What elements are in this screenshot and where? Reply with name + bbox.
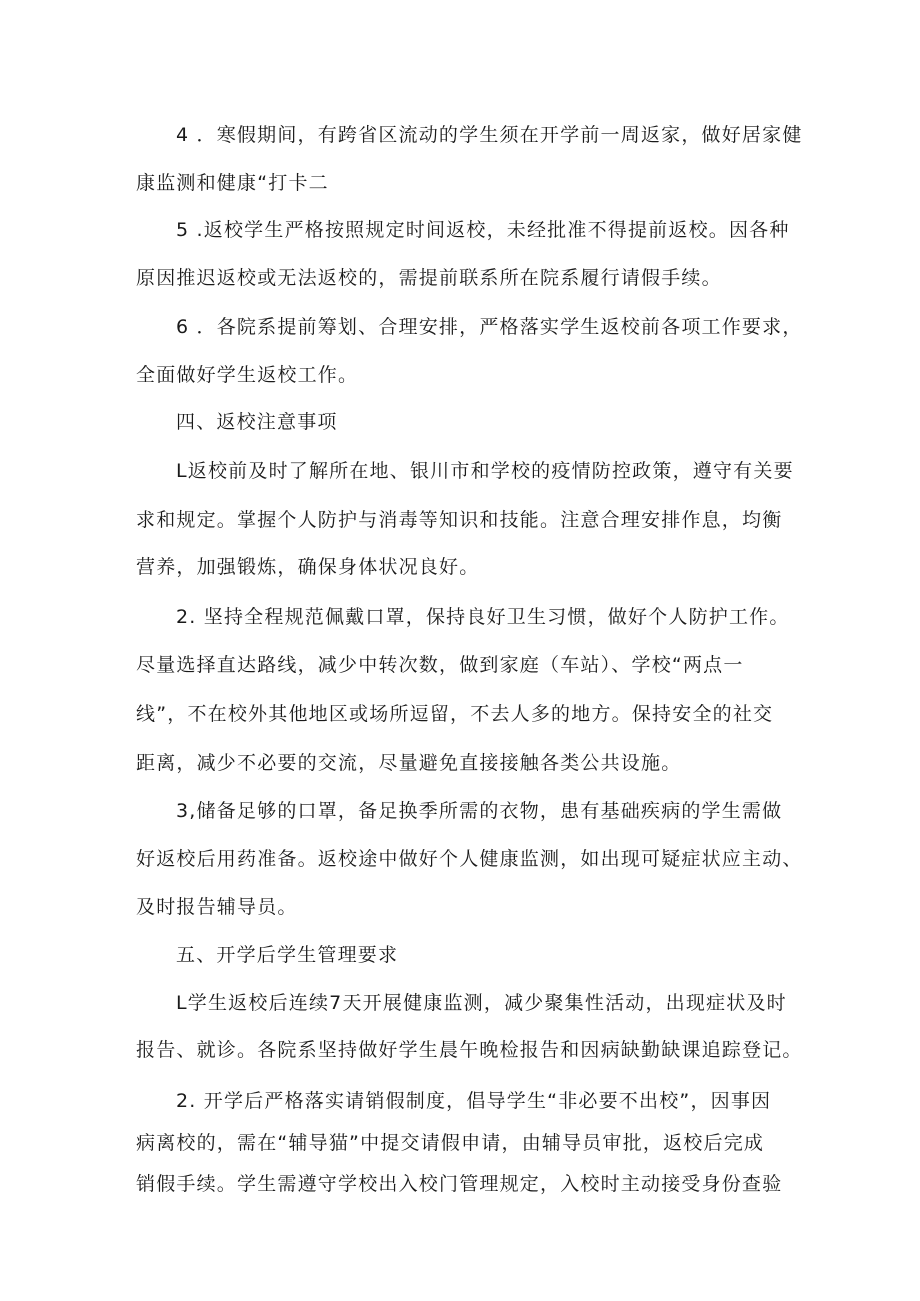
mgmt-item-1-line-1: L学生返校后连续7天开展健康监测，减少聚集性活动，出现症状及时 bbox=[176, 992, 787, 1014]
paragraph-4-line-2: 康监测和健康“打卡二 bbox=[136, 172, 329, 194]
mgmt-item-2-line-3: 销假手续。学生需遵守学校出入校门管理规定，入校时主动接受身份查验 bbox=[136, 1173, 783, 1195]
mgmt-item-1-line-2: 报告、就诊。各院系坚持做好学生晨午晚检报告和因病缺勤缺课追踪登记。 bbox=[136, 1039, 803, 1061]
paragraph-6-line-1: 6 ．各院系提前筹划、合理安排，严格落实学生返校前各项工作要求， bbox=[176, 316, 803, 338]
item-2-line-2: 尽量选择直达路线，减少中转次数，做到家庭（车站）、学校“两点一 bbox=[136, 654, 744, 676]
mgmt-item-2-line-2: 病离校的，需在“辅导猫”中提交请假申请，由辅导员审批，返校后完成 bbox=[136, 1132, 765, 1154]
item-3-line-3: 及时报告辅导员。 bbox=[136, 896, 298, 918]
item-1-line-2: 求和规定。掌握个人防护与消毒等知识和技能。注意合理安排作息，均衡 bbox=[136, 509, 783, 531]
paragraph-6-line-2: 全面做好学生返校工作。 bbox=[136, 364, 359, 386]
item-1-line-1: L返校前及时了解所在地、银川市和学校的疫情防控政策，遵守有关要 bbox=[176, 460, 794, 482]
item-3-line-1: 3,储备足够的口罩，备足换季所需的衣物，患有基础疾病的学生需做 bbox=[176, 800, 783, 822]
paragraph-5-line-2: 原因推迟返校或无法返校的，需提前联系所在院系履行请假手续。 bbox=[136, 267, 722, 289]
paragraph-4-line-1: 4 ．寒假期间，有跨省区流动的学生须在开学前一周返家，做好居家健 bbox=[176, 124, 803, 146]
item-2-line-3: 线”，不在校外其他地区或场所逗留，不去人多的地方。保持安全的社交 bbox=[136, 703, 774, 725]
item-2-line-4: 距离，减少不必要的交流，尽量避免直接接触各类公共设施。 bbox=[136, 752, 682, 774]
mgmt-item-2-line-1: 2. 开学后严格落实请销假制度，倡导学生“非必要不出校”，因事因 bbox=[176, 1090, 772, 1112]
paragraph-5-line-1: 5 .返校学生严格按照规定时间返校，未经批准不得提前返校。因各种 bbox=[176, 219, 790, 241]
section-heading-4: 四、返校注意事项 bbox=[176, 411, 338, 433]
item-1-line-3: 营养，加强锻炼，确保身体状况良好。 bbox=[136, 556, 480, 578]
item-2-line-1: 2. 坚持全程规范佩戴口罩，保持良好卫生习惯，做好个人防护工作。 bbox=[176, 606, 790, 628]
section-heading-5: 五、开学后学生管理要求 bbox=[176, 944, 399, 966]
item-3-line-2: 好返校后用药准备。返校途中做好个人健康监测，如出现可疑症状应主动、 bbox=[136, 848, 803, 870]
